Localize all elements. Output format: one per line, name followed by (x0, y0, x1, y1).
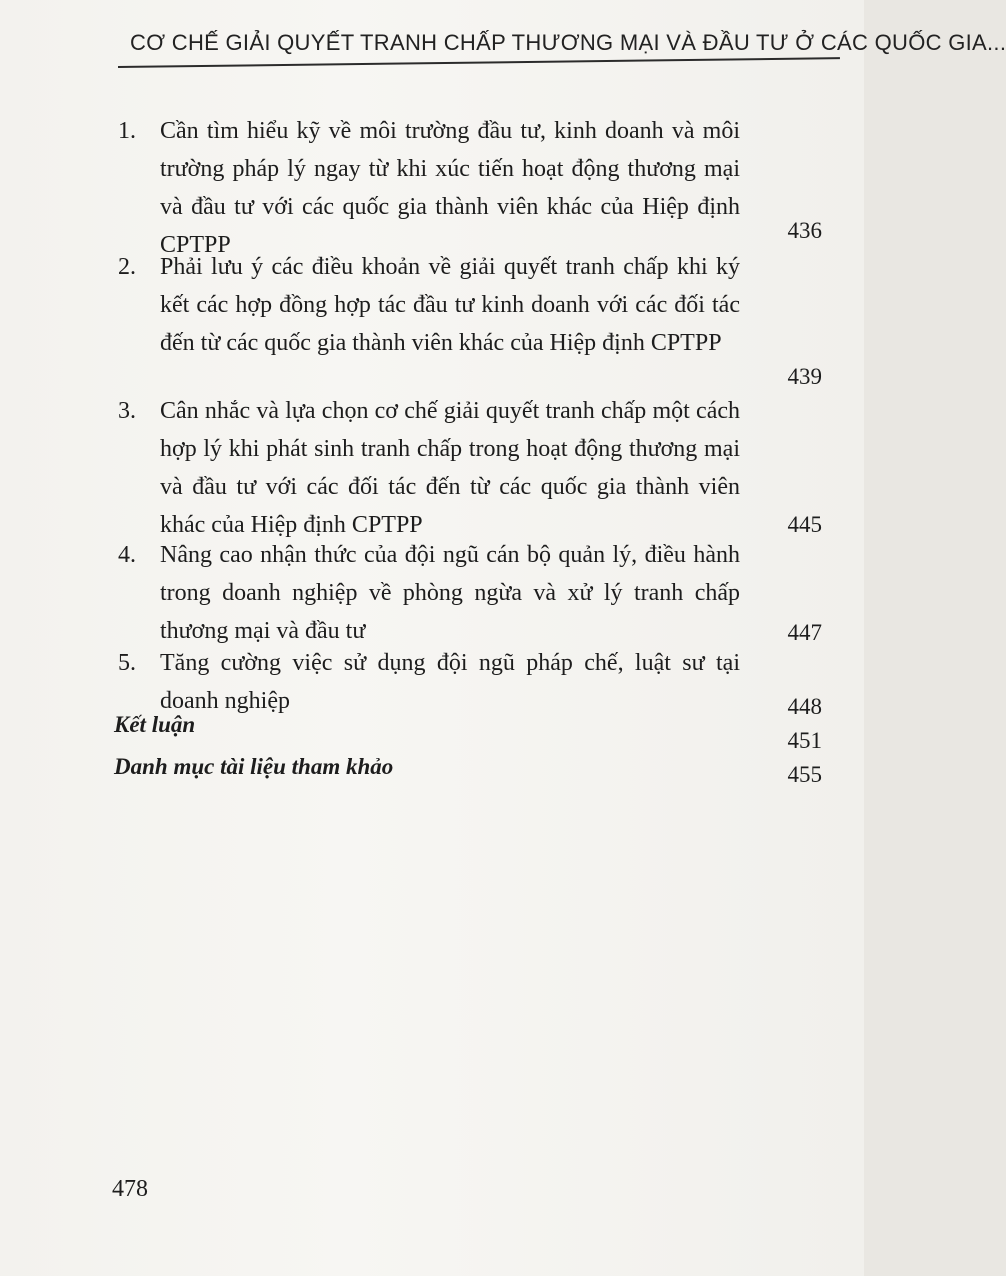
toc-item-text: Cân nhắc và lựa chọn cơ chế giải quyết tranh chấp một cách hợp lý khi phát sinh tranh chấp trong hoạt động thương mại và đầu tư với các đối tác đến từ các quốc gia thành viên khác của Hiệp định CPTPP (160, 398, 740, 538)
toc-item-text: Nâng cao nhận thức của đội ngũ cán bộ quản lý, điều hành trong doanh nghiệp về phòng ngừa và xử lý tranh chấp thương mại và đầu tư (160, 542, 740, 644)
toc-item-number: 4. (118, 542, 136, 568)
toc-item-page: 445 (787, 512, 822, 537)
toc-conclusion-page: 451 (787, 728, 822, 753)
toc-item-page: 448 (787, 694, 822, 719)
toc-item-page: 447 (787, 620, 822, 645)
toc-references-label: Danh mục tài liệu tham khảo (114, 754, 394, 779)
header-rule (118, 57, 840, 68)
toc-item-text: Phải lưu ý các điều khoản về giải quyết tranh chấp khi ký kết các hợp đồng hợp tác đầu tư kinh doanh với các đối tác đến từ các quốc gia thành viên khác của Hiệp định CPTPP (160, 254, 740, 356)
footer-page-number: 478 (112, 1176, 148, 1202)
toc-item-page: 436 (787, 218, 822, 243)
toc-item-number: 3. (118, 398, 136, 424)
toc-item-text: Tăng cường việc sử dụng đội ngũ pháp chế, luật sư tại doanh nghiệp (160, 650, 740, 714)
toc-item-page: 439 (787, 364, 822, 389)
toc-item-number: 2. (118, 254, 136, 280)
toc-item-number: 5. (118, 650, 136, 676)
toc-references-page: 455 (787, 762, 822, 787)
running-header: CƠ CHẾ GIẢI QUYẾT TRANH CHẤP THƯƠNG MẠI VÀ ĐẦU TƯ Ở CÁC QUỐC GIA... (130, 30, 1006, 55)
toc-conclusion-label: Kết luận (114, 712, 196, 737)
toc-item-text: Cần tìm hiểu kỹ về môi trường đầu tư, kinh doanh và môi trường pháp lý ngay từ khi xúc tiến hoạt động thương mại và đầu tư với các quốc gia thành viên khác của Hiệp định CPTPP (160, 118, 740, 258)
toc-item-number: 1. (118, 118, 136, 144)
